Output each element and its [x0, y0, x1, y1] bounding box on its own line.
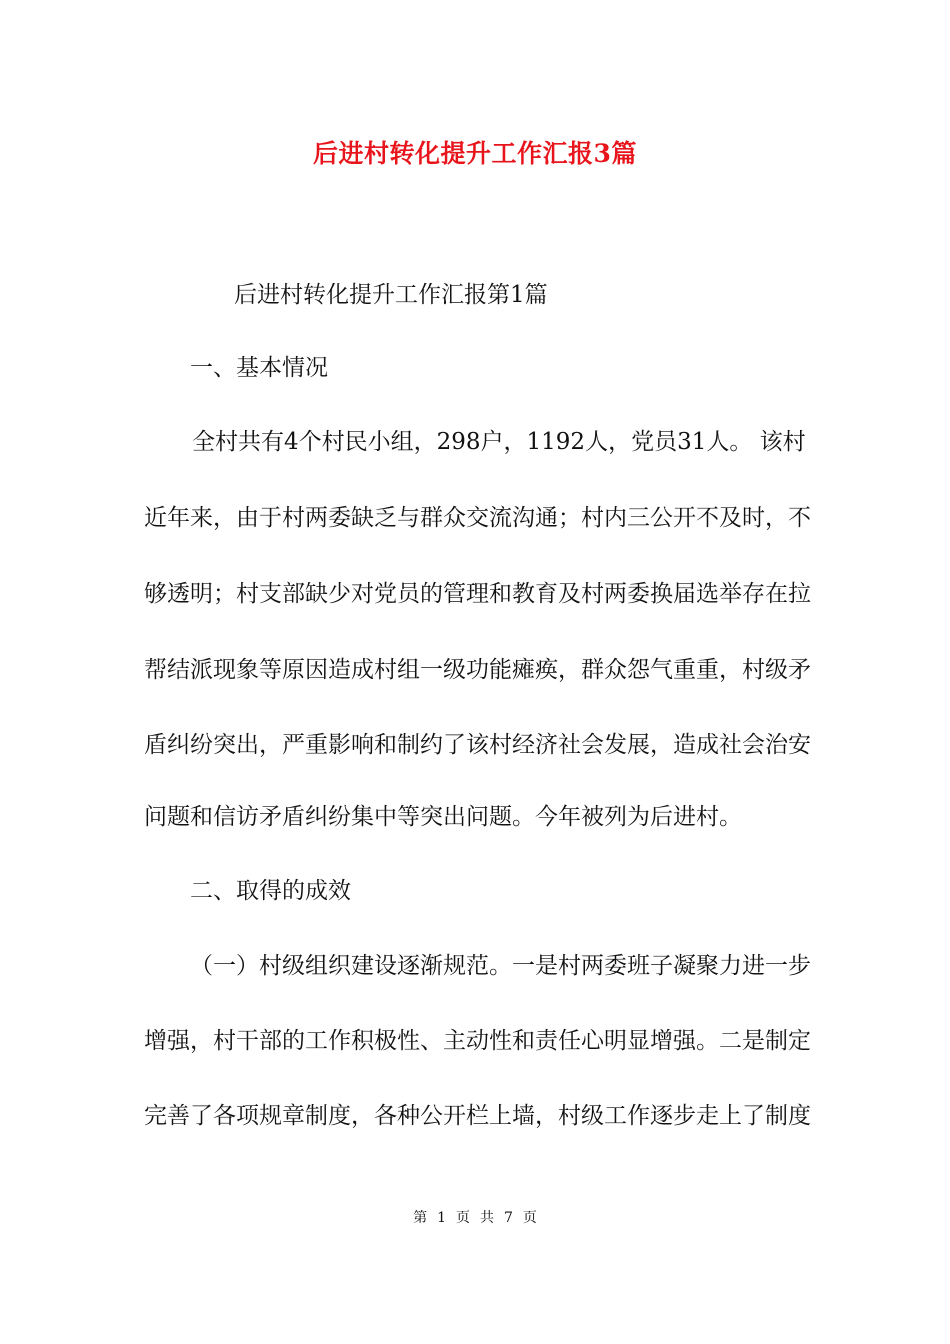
paragraph-line: （一）村级组织建设逐渐规范。一是村两委班子凝聚力进一步 — [190, 953, 811, 979]
paragraph-line: 问题和信访矛盾纠纷集中等突出问题。今年被列为后进村。 — [144, 804, 742, 830]
section2-heading: 二、取得的成效 — [190, 878, 351, 904]
footer-total-prefix: 共 — [480, 1210, 494, 1226]
paragraph-line: 近年来，由于村两委缺乏与群众交流沟通；村内三公开不及时，不 — [144, 505, 811, 531]
paragraph-line: 帮结派现象等原因造成村组一级功能瘫痪，群众怨气重重，村级矛 — [144, 657, 811, 683]
paragraph-line: 增强，村干部的工作积极性、主动性和责任心明显增强。二是制定 — [144, 1028, 811, 1054]
paragraph-line: 完善了各项规章制度，各种公开栏上墙，村级工作逐步走上了制度 — [144, 1103, 811, 1129]
footer-page-unit: 页 — [456, 1210, 470, 1226]
paragraph-line: 盾纠纷突出，严重影响和制约了该村经济社会发展，造成社会治安 — [144, 732, 811, 758]
paragraph-line: 够透明；村支部缺少对党员的管理和教育及村两委换届选举存在拉 — [144, 581, 811, 607]
footer-prefix: 第 — [413, 1210, 428, 1226]
footer-total-unit: 页 — [522, 1210, 537, 1226]
page-footer — [0, 1208, 950, 1228]
footer-total-pages: 7 — [504, 1210, 513, 1226]
footer-current-page: 1 — [437, 1210, 446, 1226]
paragraph-line: 全村共有4个村民小组，298户，1192人，党员31人。 该村 — [192, 429, 806, 455]
section1-heading: 一、基本情况 — [190, 355, 328, 381]
document-title: 后进村转化提升工作汇报3篇 — [313, 139, 637, 168]
document-subtitle: 后进村转化提升工作汇报第1篇 — [234, 282, 548, 308]
